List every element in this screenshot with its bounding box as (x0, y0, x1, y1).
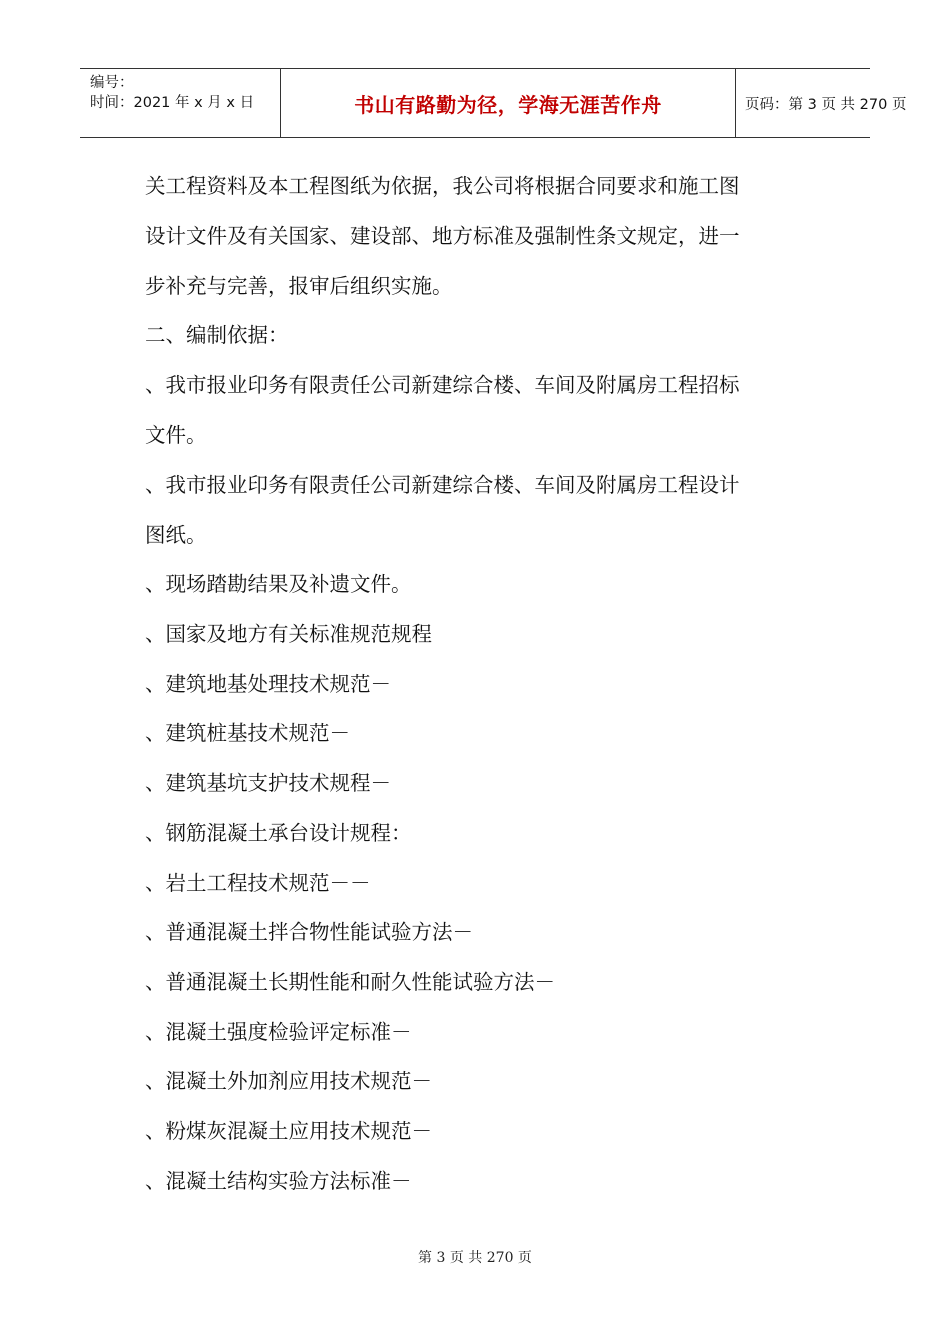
page-footer: 第 3 页 共 270 页 (418, 1250, 532, 1266)
list-item: 、建筑桩基技术规范－ (145, 721, 350, 745)
document-number-label: 编号： (90, 75, 134, 91)
list-item: 、混凝土结构实验方法标准－ (145, 1169, 412, 1193)
section-heading: 二、编制依据： (145, 323, 289, 347)
list-item-continuation: 文件。 (145, 423, 207, 447)
header-motto: 书山有路勤为径，学海无涯苦作舟 (354, 92, 662, 117)
list-item: 、粉煤灰混凝土应用技术规范－ (145, 1119, 432, 1143)
paragraph-line: 设计文件及有关国家、建设部、地方标准及强制性条文规定，进一 (145, 224, 740, 248)
list-item: 、混凝土外加剂应用技术规范－ (145, 1069, 432, 1093)
document-date: 时间：2021 年 x 月 x 日 (90, 95, 255, 111)
header-page-cell (735, 69, 907, 137)
list-item: 、我市报业印务有限责任公司新建综合楼、车间及附属房工程招标 (145, 373, 740, 397)
list-item: 、现场踏勘结果及补遗文件。 (145, 572, 412, 596)
list-item: 、普通混凝土拌合物性能试验方法－ (145, 920, 473, 944)
list-item: 、混凝土强度检验评定标准－ (145, 1020, 412, 1044)
header-motto-cell (280, 69, 736, 137)
paragraph-line: 关工程资料及本工程图纸为依据，我公司将根据合同要求和施工图 (145, 174, 740, 198)
list-item-continuation: 图纸。 (145, 523, 207, 547)
list-item: 、岩土工程技术规范－－ (145, 871, 371, 895)
paragraph-line: 步补充与完善，报审后组织实施。 (145, 274, 453, 298)
list-item: 、我市报业印务有限责任公司新建综合楼、车间及附属房工程设计 (145, 473, 740, 497)
list-item: 、国家及地方有关标准规范规程 (145, 622, 432, 646)
header-page-info: 页码：第 3 页 共 270 页 (745, 96, 907, 113)
page-header (80, 68, 907, 138)
header-meta (80, 69, 280, 137)
list-item: 、钢筋混凝土承台设计规程： (145, 821, 412, 845)
list-item: 、建筑地基处理技术规范－ (145, 672, 391, 696)
list-item: 、建筑基坑支护技术规程－ (145, 771, 391, 795)
list-item: 、普通混凝土长期性能和耐久性能试验方法－ (145, 970, 555, 994)
